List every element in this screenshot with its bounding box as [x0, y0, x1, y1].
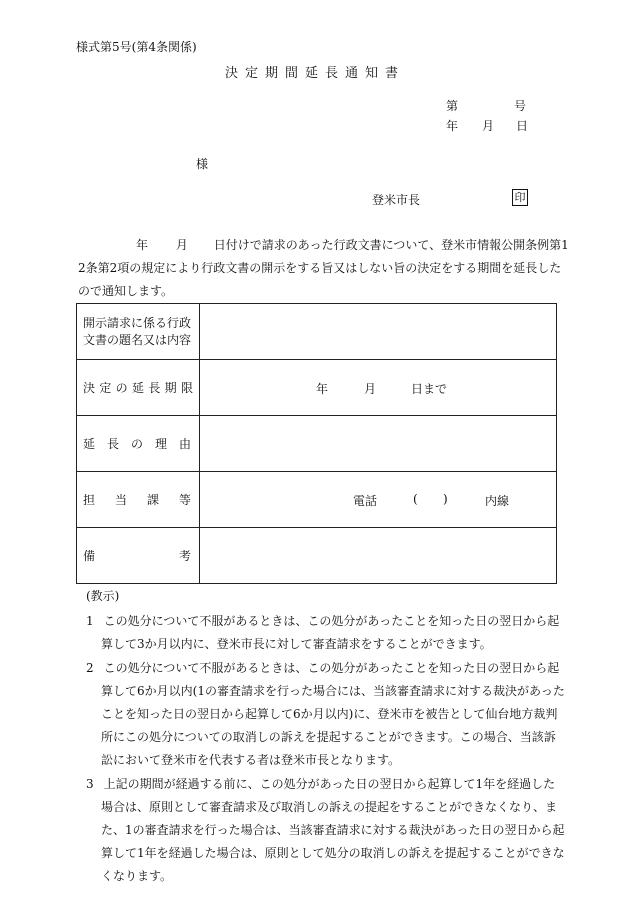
extension-reason-value	[200, 416, 557, 472]
phone-paren-close: )	[443, 492, 448, 506]
document-title: 決定期間延長通知書	[224, 66, 405, 81]
body-line-1-text: 日付けで請求のあった行政文書について、登米市情報公開条例第1	[213, 238, 569, 252]
sender-mayor: 登米市長	[372, 193, 421, 207]
body-month-label: 月	[175, 238, 188, 252]
note-2-line-2: 算して6か月以内(1の審査請求を行った場合には、当該審査請求に対する裁決があった	[101, 684, 565, 698]
note-3-line-1: 3 上記の期間が経過する前に、この処分があった日の翌日から起算して1年を経過した	[86, 777, 556, 791]
extension-deadline-label: 決 定 の 延 長 期 限	[77, 360, 200, 416]
deadline-month-label: 月	[364, 382, 377, 396]
department-value	[200, 472, 557, 528]
body-year-label: 年	[136, 238, 149, 252]
table-row	[77, 528, 557, 584]
phone-label: 電話	[353, 494, 378, 508]
document-subject-label: 開示請求に係る行政 文書の題名又は内容	[77, 304, 200, 360]
extension-line-label: 内線	[485, 494, 510, 508]
body-line-3: ので通知します。	[78, 284, 174, 298]
department-label: 担 当 課 等	[77, 472, 200, 528]
table-row	[77, 472, 557, 528]
note-3-line-3: た、1の審査請求を行った場合は、当該審査請求に対する裁決があった日の翌日から起	[101, 823, 565, 837]
number-dai-label: 第	[446, 99, 459, 113]
form-number: 様式第5号(第4条関係)	[76, 40, 197, 54]
table-row	[77, 416, 557, 472]
seal-stamp: 印	[512, 189, 528, 206]
date-month-label: 月	[482, 119, 495, 133]
date-year-label: 年	[446, 119, 459, 133]
note-2-line-5: 訟において登米市を代表する者は登米市長となります。	[101, 753, 401, 767]
note-3-line-2: 場合は、原則として審査請求及び取消しの訴えの提起をすることができなくなり、ま	[101, 800, 558, 814]
table-row	[77, 304, 557, 360]
remarks-label: 備 考	[77, 528, 200, 584]
phone-paren-open: (	[413, 492, 418, 506]
note-1-line-2: 算して3か月以内に、登米市長に対して審査請求をすることができます。	[101, 637, 492, 651]
addressee-honorific: 様	[196, 157, 209, 171]
document-subject-value	[200, 304, 557, 360]
instruction-heading: (教示)	[86, 589, 120, 603]
deadline-year-label: 年	[316, 382, 329, 396]
note-2-line-3: ことを知った日の翌日から起算して6か月以内)に、登米市を被告として仙台地方裁判	[101, 707, 558, 721]
extension-deadline-value	[200, 360, 557, 416]
date-day-label: 日	[516, 119, 529, 133]
table-row	[77, 360, 557, 416]
note-3-line-4: 算して1年を経過した場合は、原則として処分の取消しの訴えを提起することができな	[101, 846, 565, 860]
note-1-line-1: 1 この処分について不服があるときは、この処分があったことを知った日の翌日から起	[86, 614, 560, 628]
body-line-2: 2条第2項の規定により行政文書の開示をする旨又はしない旨の決定をする期間を延長した	[78, 261, 562, 275]
number-go-label: 号	[514, 99, 527, 113]
note-2-line-4: 所にこの処分についての取消しの訴えを提起することができます。この場合、当該訴	[101, 730, 556, 744]
body-line-1	[78, 236, 569, 253]
request-details-table	[76, 303, 557, 584]
remarks-value	[200, 528, 557, 584]
note-3-line-5: くなります。	[101, 869, 173, 883]
extension-reason-label: 延 長 の 理 由	[77, 416, 200, 472]
note-2-line-1: 2 この処分について不服があるときは、この処分があったことを知った日の翌日から起	[86, 661, 560, 675]
deadline-until-label: 日まで	[411, 382, 448, 396]
